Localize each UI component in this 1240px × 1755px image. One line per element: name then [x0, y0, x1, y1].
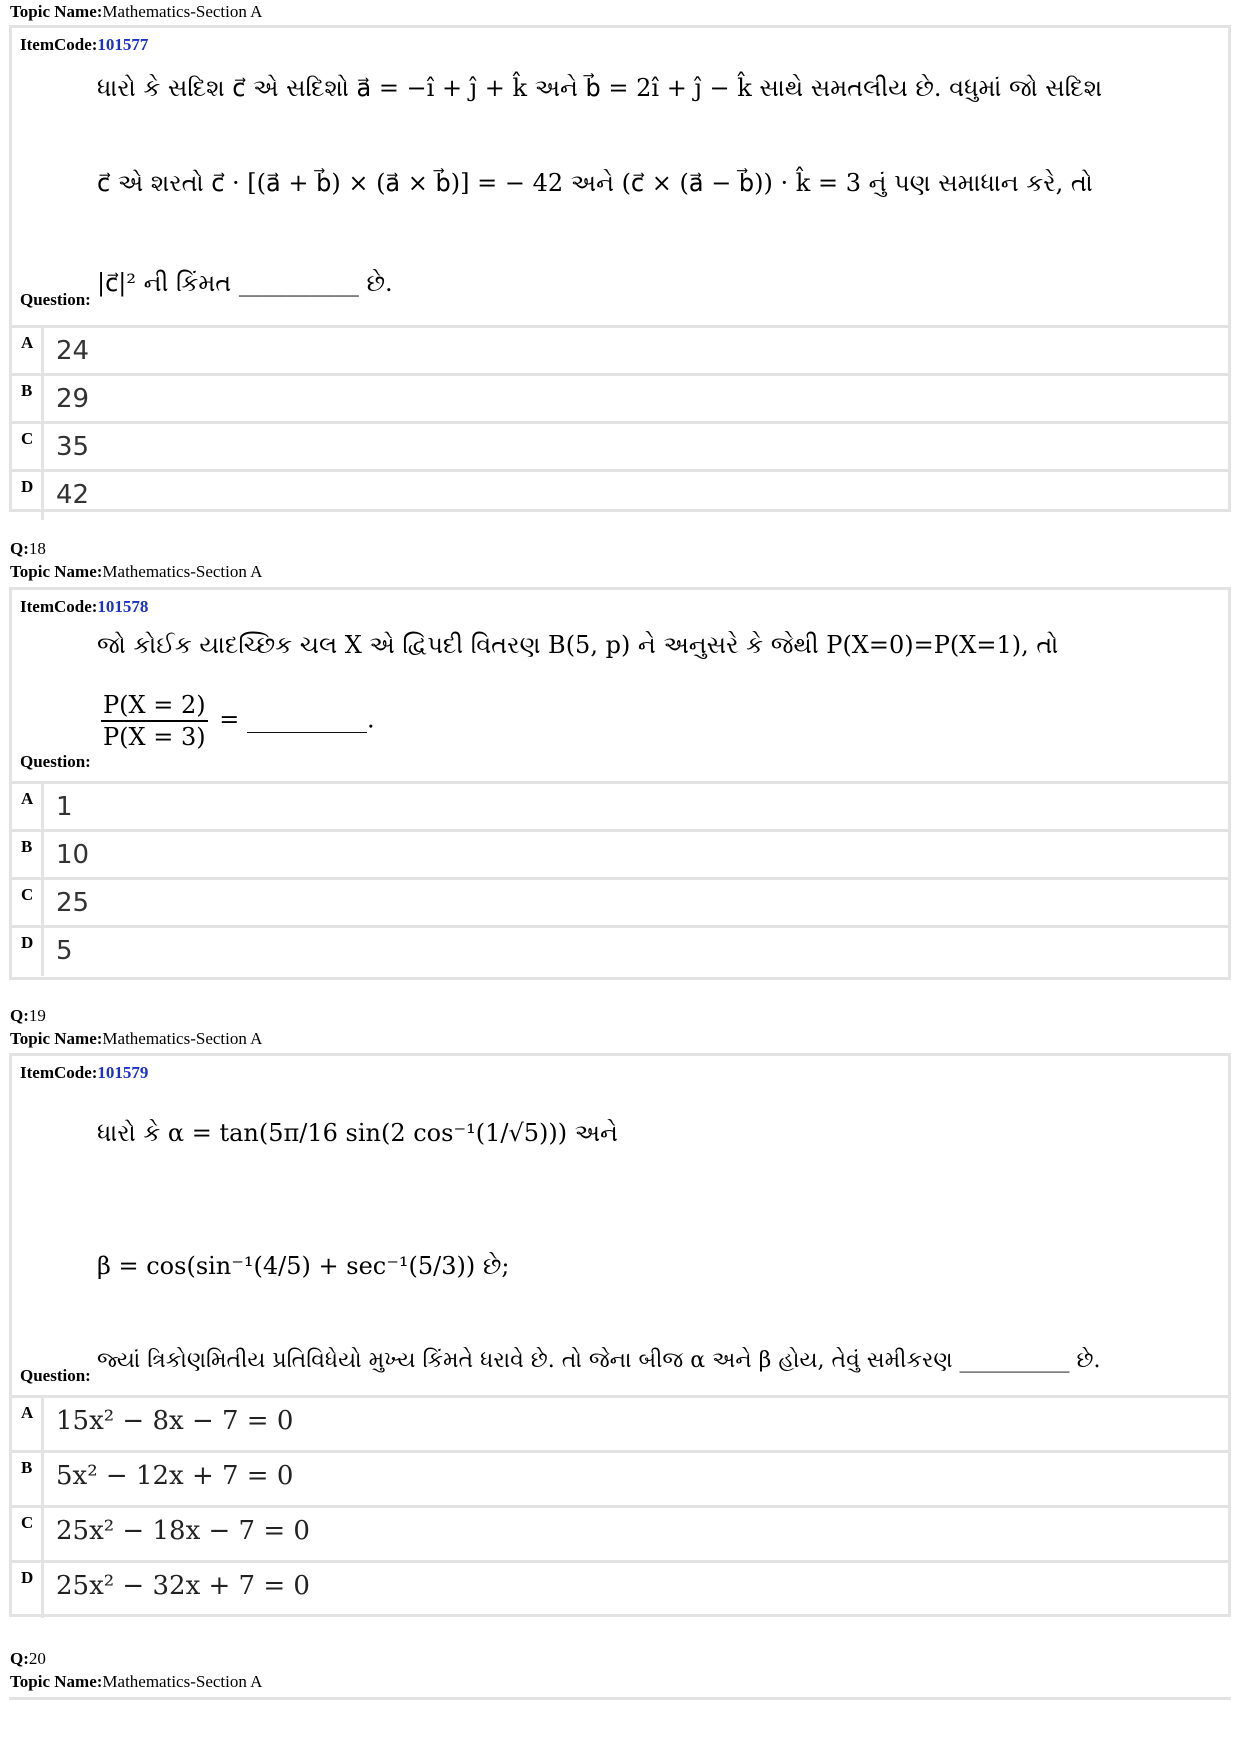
q-number: 20: [28, 1649, 46, 1668]
option-text: 29: [56, 384, 90, 414]
question-stem-row: [12, 28, 1228, 328]
option-text: 5: [56, 936, 73, 966]
fraction-tail: = __________.: [219, 705, 375, 734]
option-letter: A: [21, 333, 34, 352]
fraction-expression: [97, 690, 1218, 752]
option-letter: B: [21, 381, 33, 400]
stem-line: જ્યાં ત્રિકોણમિતીય પ્રતિવિધેયો મુખ્ય કિંમતે ધરાવે છે. તો જેના બીજ α અને β હોય, તેવું સમીકરણ __________ છે.: [97, 1348, 1101, 1373]
question-number: [10, 537, 46, 560]
q-prefix: Q:: [10, 1649, 29, 1668]
q-number: 18: [28, 539, 46, 558]
divider: [9, 1697, 1231, 1700]
topic-value: Mathematics-Section A: [102, 562, 263, 581]
itemcode: [20, 597, 148, 617]
question-label: Question:: [20, 290, 91, 309]
option-d[interactable]: [12, 1563, 1228, 1618]
option-text: 5x² − 12x + 7 = 0: [56, 1461, 294, 1491]
stem-line: c⃗ એ શરતો c⃗ · [(a⃗ + b⃗) × (a⃗ × b⃗)] = − 42 અને (c⃗ × (a⃗ − b⃗)) · k̂ = 3 નું પણ સમાધાન કરે, તો: [97, 169, 1093, 197]
q-prefix: Q:: [10, 1006, 29, 1025]
q-number: 19: [28, 1006, 46, 1025]
topic-line: [10, 1670, 262, 1693]
option-a[interactable]: [12, 328, 1228, 376]
itemcode: [20, 35, 148, 55]
topic-value: Mathematics-Section A: [102, 1029, 263, 1048]
option-a[interactable]: [12, 784, 1228, 832]
stem-line: ધારો કે α = tan(5π/16 sin(2 cos⁻¹(1/√5))) અને: [97, 1119, 618, 1147]
option-c[interactable]: [12, 1508, 1228, 1563]
option-a[interactable]: [12, 1398, 1228, 1453]
option-text: 15x² − 8x − 7 = 0: [56, 1406, 294, 1436]
option-letter: D: [21, 1568, 34, 1587]
option-text: 25: [56, 888, 90, 918]
question-card: [9, 1053, 1231, 1617]
q-prefix: Q:: [10, 539, 29, 558]
option-letter: B: [21, 1458, 33, 1477]
option-text: 25x² − 32x + 7 = 0: [56, 1571, 310, 1601]
option-text: 25x² − 18x − 7 = 0: [56, 1516, 310, 1546]
option-text: 1: [56, 792, 73, 822]
question-label: Question:: [20, 752, 91, 771]
question-card: [9, 587, 1231, 980]
option-d[interactable]: [12, 472, 1228, 520]
option-c[interactable]: [12, 880, 1228, 928]
question-label: Question:: [20, 1366, 91, 1385]
itemcode-value: 101578: [97, 597, 149, 616]
question-stem-row: [12, 590, 1228, 784]
itemcode-label: ItemCode:: [20, 35, 98, 54]
stem-line: જો કોઈક યાદચ્છિક ચલ X એ દ્વિપદી વિતરણ B(5, p) ને અનુસરે કે જેથી P(X=0)=P(X=1), તો: [97, 631, 1059, 659]
topic-label: Topic Name:: [10, 1672, 103, 1691]
topic-label: Topic Name:: [10, 1029, 103, 1048]
stem-line: ધારો કે સદિશ c⃗ એ સદિશો a⃗ = −î + ĵ + k̂ અને b⃗ = 2î + ĵ − k̂ સાથે સમતલીય છે. વધુમાં જો સદિશ: [97, 74, 1103, 102]
itemcode-value: 101579: [97, 1063, 149, 1082]
option-b[interactable]: [12, 376, 1228, 424]
option-letter: A: [21, 1403, 34, 1422]
topic-line: [10, 560, 262, 583]
fraction: [101, 690, 208, 752]
question-card: [9, 25, 1231, 512]
option-text: 42: [56, 480, 90, 510]
itemcode: [20, 1063, 148, 1083]
option-letter: D: [21, 477, 34, 496]
option-letter: C: [21, 1513, 34, 1532]
topic-value: Mathematics-Section A: [102, 2, 263, 21]
fraction-numerator: P(X = 2): [101, 690, 208, 722]
option-letter: B: [21, 837, 33, 856]
fraction-denominator: P(X = 3): [103, 723, 206, 751]
topic-label: Topic Name:: [10, 2, 103, 21]
option-text: 35: [56, 432, 90, 462]
question-number: [10, 1004, 46, 1027]
topic-label: Topic Name:: [10, 562, 103, 581]
itemcode-label: ItemCode:: [20, 1063, 98, 1082]
option-letter: C: [21, 429, 34, 448]
option-b[interactable]: [12, 1453, 1228, 1508]
topic-line: [10, 1027, 262, 1050]
option-text: 10: [56, 840, 90, 870]
option-letter: A: [21, 789, 34, 808]
option-c[interactable]: [12, 424, 1228, 472]
topic-line: [10, 0, 262, 23]
topic-value: Mathematics-Section A: [102, 1672, 263, 1691]
option-letter: C: [21, 885, 34, 904]
option-b[interactable]: [12, 832, 1228, 880]
question-number: [10, 1647, 46, 1670]
itemcode-label: ItemCode:: [20, 597, 98, 616]
option-d[interactable]: [12, 928, 1228, 976]
option-text: 24: [56, 336, 90, 366]
question-stem-row: [12, 1056, 1228, 1398]
itemcode-value: 101577: [97, 35, 149, 54]
stem-line: β = cos(sin⁻¹(4/5) + sec⁻¹(5/3)) છે;: [97, 1252, 510, 1280]
stem-line: |c⃗|² ની કિંમત __________ છે.: [97, 269, 393, 297]
option-letter: D: [21, 933, 34, 952]
